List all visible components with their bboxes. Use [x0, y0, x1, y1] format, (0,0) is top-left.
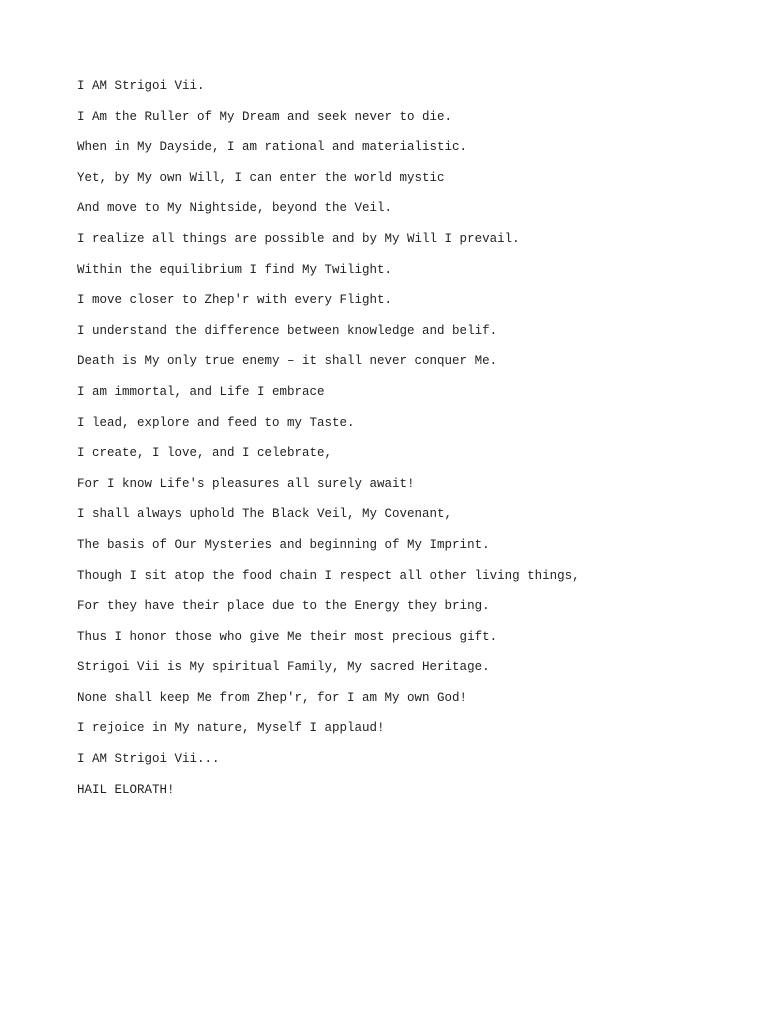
text-line: I realize all things are possible and by My Will I prevail.	[77, 231, 520, 246]
text-line: I AM Strigoi Vii.	[77, 79, 205, 93]
text-line: Thus I honor those who give Me their most precious gift.	[77, 629, 498, 644]
text-line: For they have their place due to the Energy they bring.	[77, 599, 490, 614]
text-line: Death is My only true enemy – it shall never conquer Me.	[77, 354, 498, 369]
text-line: I create, I love, and I celebrate,	[77, 446, 333, 461]
text-line: Strigoi Vii is My spiritual Family, My sacred Heritage.	[77, 660, 490, 675]
text-line: None shall keep Me from Zhep'r, for I am My own God!	[77, 690, 468, 705]
text-line: Within the equilibrium I find My Twilight.	[77, 262, 393, 277]
text-line: I move closer to Zhep'r with every Flight.	[77, 293, 393, 308]
text-line: I understand the difference between knowledge and belif.	[77, 323, 498, 338]
text-line: Though I sit atop the food chain I respect all other living things,	[77, 568, 580, 583]
text-line: I lead, explore and feed to my Taste.	[77, 415, 355, 430]
text-line: Yet, by My own Will, I can enter the world mystic	[77, 170, 445, 185]
text-line: And move to My Nightside, beyond the Veil.	[77, 201, 393, 216]
text-line: I shall always uphold The Black Veil, My Covenant,	[77, 507, 453, 522]
text-line: I AM Strigoi Vii...	[77, 752, 220, 767]
text-line: For I know Life's pleasures all surely await!	[77, 476, 415, 491]
document-text	[77, 76, 580, 810]
text-line: When in My Dayside, I am rational and materialistic.	[77, 140, 468, 155]
text-line: I am immortal, and Life I embrace	[77, 384, 325, 399]
text-line: HAIL ELORATH!	[77, 782, 175, 797]
text-line: I rejoice in My nature, Myself I applaud!	[77, 721, 385, 736]
text-line: The basis of Our Mysteries and beginning of My Imprint.	[77, 537, 490, 552]
text-line: I Am the Ruller of My Dream and seek never to die.	[77, 109, 453, 124]
